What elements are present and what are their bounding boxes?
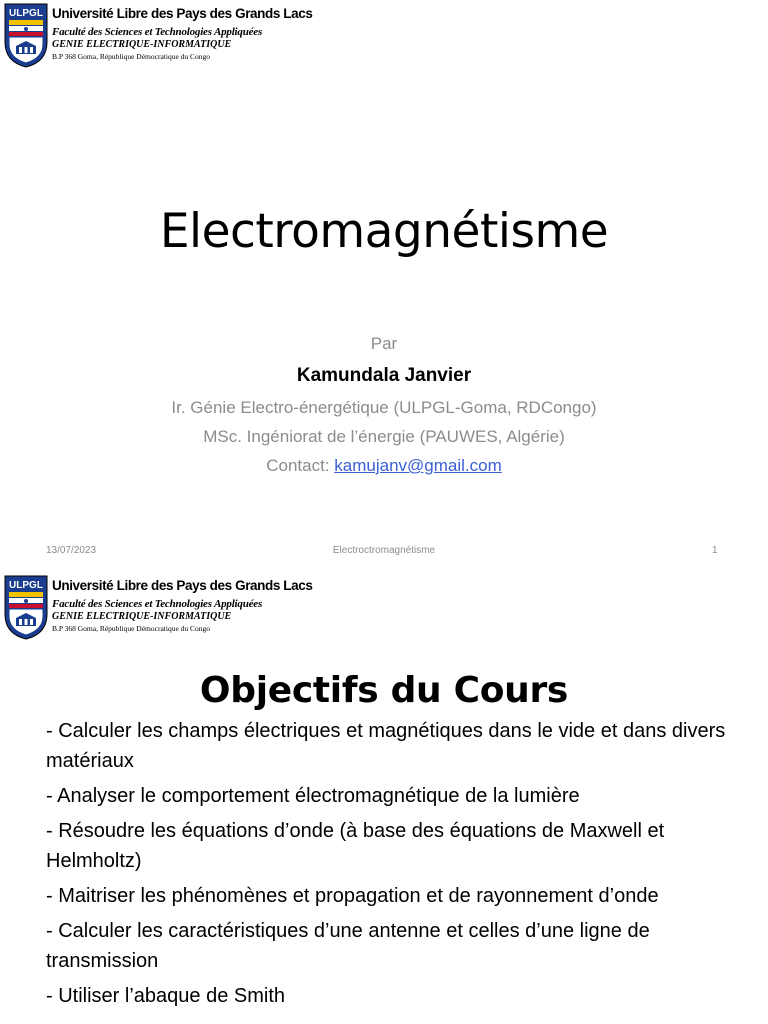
contact-email-link[interactable]: kamujanv@gmail.com	[334, 456, 502, 475]
university-name: Université Libre des Pays des Grands Lacs	[52, 578, 313, 593]
header-text-block	[52, 578, 312, 634]
faculty-name: Faculté des Sciences et Technologies Appliquées	[52, 26, 263, 38]
objectives-list	[46, 716, 746, 1016]
slide-title: Electromagnétisme	[159, 204, 609, 259]
department-name: GENIE ELECTRIQUE-INFORMATIQUE	[52, 39, 232, 50]
header-text-block	[52, 6, 312, 62]
footer-date: 13/07/2023	[46, 545, 97, 556]
university-address: B.P 368 Goma, République Démocratique du Congo	[52, 624, 211, 633]
svg-text:ULPGL: ULPGL	[9, 580, 43, 591]
credential-1: Ir. Génie Electro-énergétique (ULPGL-Goma, RDCongo)	[171, 398, 597, 417]
contact-label: Contact:	[266, 456, 335, 475]
footer-page-number: 1	[712, 545, 718, 556]
slide-2	[0, 568, 768, 1024]
university-seal-icon	[2, 2, 50, 68]
university-header	[2, 574, 313, 642]
credential-2: MSc. Ingéniorat de l’énergie (PAUWES, Algérie)	[203, 427, 565, 446]
university-address: B.P 368 Goma, République Démocratique du Congo	[52, 52, 211, 61]
footer-title: Electroctromagnétisme	[332, 545, 436, 556]
university-seal-icon	[2, 574, 50, 640]
department-name: GENIE ELECTRIQUE-INFORMATIQUE	[52, 611, 232, 622]
svg-text:ULPGL: ULPGL	[9, 8, 43, 19]
list-item: - Maitriser les phénomènes et propagation et de rayonnement d’onde	[46, 885, 659, 907]
list-item: - Analyser le comportement électromagnétique de la lumière	[46, 785, 580, 807]
faculty-name: Faculté des Sciences et Technologies Appliquées	[52, 598, 263, 610]
author-name: Kamundala Janvier	[296, 365, 472, 386]
slide-title: Objectifs du Cours	[199, 670, 569, 711]
list-item: - Utiliser l’abaque de Smith	[46, 985, 285, 1007]
university-name: Université Libre des Pays des Grands Lacs	[52, 6, 313, 21]
list-item: - Résoudre les équations d’onde (à base des équations de Maxwell et Helmholtz)	[46, 820, 665, 872]
university-header	[2, 2, 313, 70]
by-label: Par	[370, 334, 398, 353]
list-item: - Calculer les caractéristiques d’une antenne et celles d’une ligne de transmission	[46, 920, 650, 972]
contact-line	[0, 456, 768, 476]
list-item: - Calculer les champs électriques et magnétiques dans le vide et dans divers matériaux	[46, 720, 726, 772]
